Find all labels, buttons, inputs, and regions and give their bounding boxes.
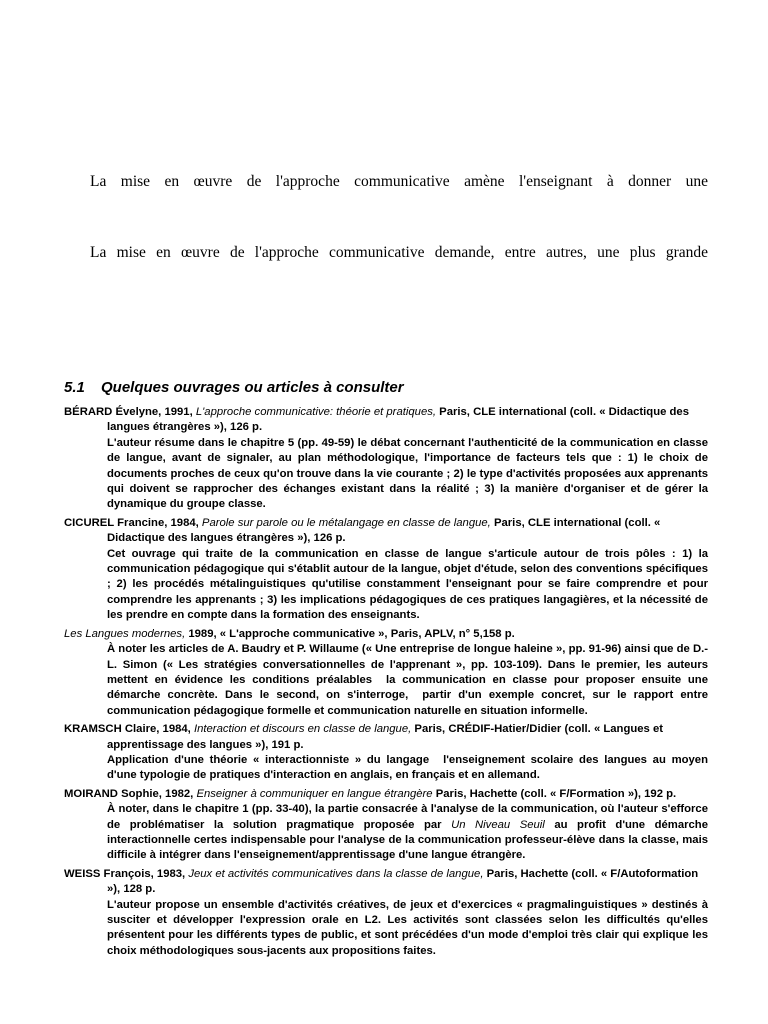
- reference-summary: [64, 753, 708, 784]
- reference-author: BÉRARD Évelyne, 1991,: [64, 406, 196, 418]
- reference-title: Enseigner à communiquer en langue étrangère: [196, 787, 433, 800]
- reference-title: L'approche communicative: théorie et pratiques,: [195, 406, 437, 418]
- section-number: 5.1: [64, 379, 85, 396]
- summary-part: Application d'une théorie « interactionniste » du langage: [107, 753, 430, 766]
- reference-list: [64, 405, 708, 962]
- reference-citation: [64, 627, 708, 642]
- reference-citation: [64, 867, 708, 898]
- reference-summary: [64, 802, 708, 864]
- reference-publisher: Paris, Hachette (coll. « F/Formation »), 192 p.: [432, 787, 677, 800]
- reference-langues-modernes: [64, 627, 708, 719]
- reference-author: KRAMSCH Claire, 1984,: [64, 723, 194, 736]
- reference-summary: L'auteur propose un ensemble d'activités créatives, de jeux et d'exercices « pragmalinguistiques » destinés à susciter et développer l'expression orale en L2. Les activités sont classées selon les difficultés qu'elles présentent pour les différents types de public, et sont précédées d'un mode d'emploi très clair qui explique les choix méthodologiques sous-jacents aux propositions faites.: [107, 898, 708, 957]
- reference-cicurel: [64, 516, 708, 624]
- reference-publisher: Paris, CRÉDIF-Hatier/Didier (coll. « Langues et apprentissage des langues »), 191 p.: [107, 723, 663, 751]
- reference-title: Parole sur parole ou le métalangage en classe de langue,: [201, 516, 491, 529]
- reference-author: WEISS François, 1983,: [64, 867, 189, 880]
- reference-title: Jeux et activités communicatives dans la classe de langue,: [188, 867, 484, 880]
- reference-weiss: [64, 867, 708, 959]
- reference-author: CICUREL Francine, 1984,: [64, 516, 202, 529]
- reference-citation: [64, 516, 708, 547]
- reference-citation: [64, 722, 708, 753]
- reference-summary: Cet ouvrage qui traite de la communication en classe de langue s'articule autour de trois pôles : 1) la communication pédagogique qui s'établit autour de la langue, objet d'étude, selon des conventions spécifiques ; 2) les procédés métalinguistiques qu'utilise constamment l'enseignant pour se faire comprendre et pour comprendre les apprenants ; 3) les implications pédagogiques de ces pratiques langagières, et la nécessité de les prendre en compte dans la formation des enseignants.: [107, 547, 708, 622]
- intro-line-1: La mise en œuvre de l'approche communicative amène l'enseignant à donner une: [90, 173, 708, 190]
- reference-publisher: Paris, CLE international (coll. « Didactique des langues étrangères »), 126 p.: [107, 406, 689, 434]
- summary-part: À noter, dans le chapitre 1 (pp. 33-40), la partie consacrée à l'analyse de la communication, où l'auteur s'efforce de problématiser la solution pragmatique proposée par: [107, 803, 708, 831]
- summary-part: au profit d'une démarche interactionnelle certes indispensable pour l'analyse de la communication professeur-élève dans la classe, mais difficile à intégrer dans l'enseignement/apprentissage d'une langue étrangère.: [107, 818, 708, 862]
- reference-publisher: Paris, CLE international (coll. « Didactique des langues étrangères »), 126 p.: [107, 516, 661, 545]
- summary-part: l'enseignement scolaire des langues au moyen d'une typologie de pratiques d'interaction en anglais, en français et en allemand.: [107, 753, 708, 782]
- summary-part: la communication en classe pour proposer ensuite une démarche concrète. Dans le second, on s'interroge,: [107, 673, 708, 702]
- reference-kramsch: [64, 722, 708, 784]
- summary-part: À noter les articles de A. Baudry et P. Willaume (« Une entreprise de longue haleine », pp. 91-96) ainsi que de D.-L. Simon (« Les stratégies conversationnelles de l'apprenant », pp. 103-109). Dans le premier, les auteurs mettent en évidence les conditions préalables: [107, 643, 708, 686]
- reference-citation: [64, 405, 708, 436]
- reference-summary: [64, 642, 708, 719]
- reference-moirand: [64, 787, 708, 864]
- reference-publisher: Paris, Hachette (coll. « F/Autoformation »), 128 p.: [107, 867, 699, 896]
- reference-title: Les Langues modernes,: [64, 627, 186, 640]
- reference-berard: [64, 405, 708, 513]
- reference-citation: [64, 787, 708, 802]
- reference-publisher: 1989, « L'approche communicative », Paris, APLV, n° 5,158 p.: [185, 627, 515, 640]
- reference-summary: L'auteur résume dans le chapitre 5 (pp. 49-59) le débat concernant l'authenticité de la communication en classe de langue, avant de signaler, au plan méthodologique, l'importance de facteurs tels que : 1) le choix de documents proches de ceux qu'on trouve dans la vie courante ; 2) le type d'activités proposées aux apprenants qui doivent se rapprocher des échanges existant dans la réalité ; 3) la manière d'organiser et de gérer la dynamique du groupe classe.: [107, 436, 708, 511]
- intro-line-2: La mise en œuvre de l'approche communicative demande, entre autres, une plus grande: [90, 244, 708, 261]
- reference-title: Interaction et discours en classe de langue,: [193, 723, 412, 736]
- reference-author: MOIRAND Sophie, 1982,: [64, 787, 197, 800]
- summary-cited-title: Un Niveau Seuil: [451, 818, 545, 831]
- section-heading: [64, 379, 404, 396]
- summary-part: partir d'un exemple concret, sur le rapport entre communication pédagogique formelle et communication naturelle en situation informelle.: [107, 689, 709, 717]
- section-title: Quelques ouvrages ou articles à consulter: [101, 379, 404, 396]
